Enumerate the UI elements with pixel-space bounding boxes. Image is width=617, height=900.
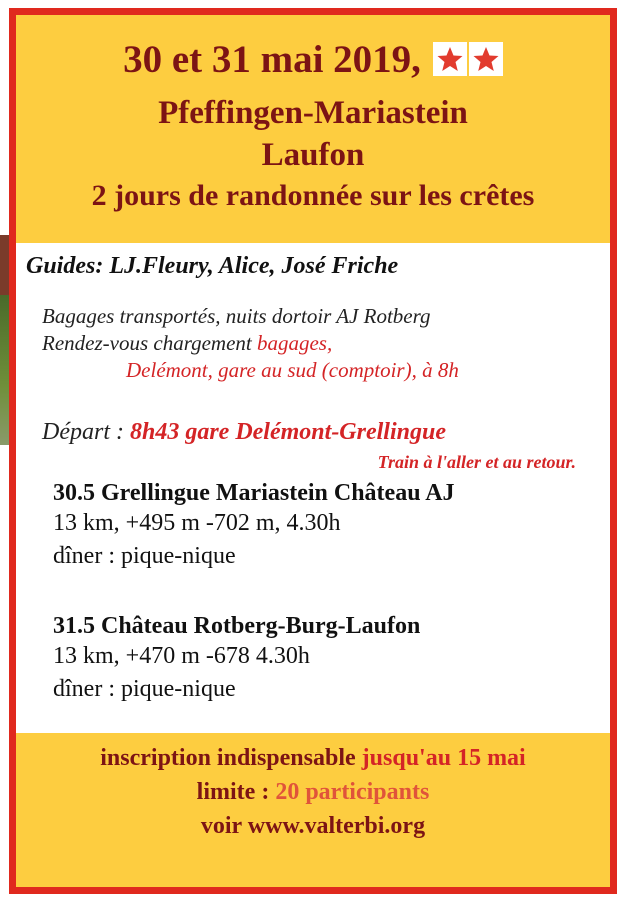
departure-label: Départ :	[42, 419, 130, 445]
stage-stats: 13 km, +495 m -702 m, 4.30h	[53, 510, 341, 536]
title-route: Pfeffingen-Mariastein	[158, 95, 468, 131]
logistics-info	[42, 303, 459, 384]
guides-line: Guides: LJ.Fleury, Alice, José Friche	[26, 253, 399, 279]
footer-panel	[16, 733, 610, 887]
stage-day-1	[53, 480, 455, 573]
meeting-prefix: Rendez-vous chargement	[42, 331, 257, 355]
poster-frame	[9, 8, 617, 894]
limit-value: 20 participants	[275, 779, 430, 805]
train-note: Train à l'aller et au retour.	[377, 452, 576, 472]
registration-line	[16, 745, 610, 772]
meeting-place: Delémont, gare au sud (comptoir), à 8h	[126, 358, 459, 382]
details-section	[16, 243, 610, 733]
stage-meal: dîner : pique-nique	[53, 676, 236, 702]
difficulty-stars	[431, 41, 503, 86]
limit-label: limite :	[196, 779, 276, 805]
header-panel	[16, 15, 610, 243]
meeting-luggage: bagages,	[256, 331, 333, 355]
stage-title: 31.5 Château Rotberg-Burg-Laufon	[53, 613, 421, 639]
star-icon	[433, 42, 467, 76]
title-date-line	[16, 37, 610, 86]
star-icon	[469, 42, 503, 76]
title-date: 30 et 31 mai 2019,	[123, 38, 421, 81]
stage-day-2	[53, 613, 420, 706]
departure-line	[42, 419, 446, 446]
stage-stats: 13 km, +470 m -678 4.30h	[53, 643, 310, 669]
luggage-line: Bagages transportés, nuits dortoir AJ Rotberg	[42, 304, 431, 328]
subtitle: 2 jours de randonnée sur les crêtes	[91, 179, 535, 212]
departure-value: 8h43 gare Delémont-Grellingue	[129, 419, 446, 445]
registration-label: inscription indispensable	[100, 745, 362, 771]
stage-meal: dîner : pique-nique	[53, 543, 236, 569]
limit-line	[16, 779, 610, 806]
website-line: voir www.valterbi.org	[200, 813, 426, 839]
stage-title: 30.5 Grellingue Mariastein Château AJ	[53, 480, 455, 506]
meeting-line	[42, 330, 459, 357]
title-destination: Laufon	[261, 137, 365, 173]
registration-deadline: jusqu'au 15 mai	[361, 745, 526, 771]
